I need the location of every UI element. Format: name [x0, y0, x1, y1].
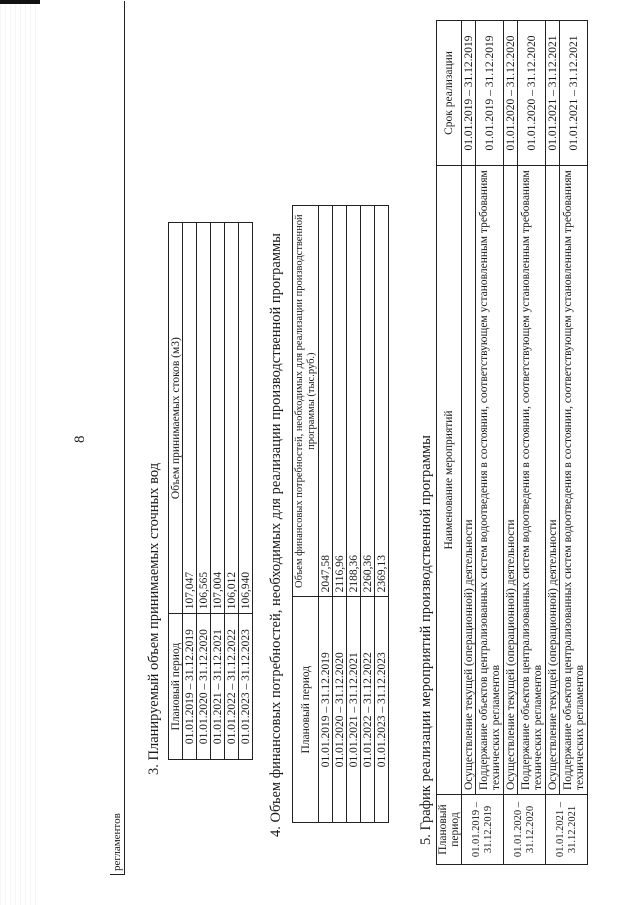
activity-cell: Осуществление текущей (операционной) деятельности [546, 165, 560, 794]
table-header-row [437, 21, 462, 865]
header-period: Плановый период [293, 597, 319, 823]
header-finance: Объем финансовых потребностей, необходимых для реализации производственной программы (тыс.руб.) [293, 206, 319, 597]
table-row [518, 21, 546, 865]
period-cell: 01.01.2020 – 31.12.2020 [197, 614, 211, 760]
value-cell: 2116,96 [333, 206, 347, 597]
value-cell: 2369,13 [375, 206, 389, 597]
activity-cell: Поддержание объектов централизованных систем водоотведения в состоянии, соответствующем установленным требованиям технических регламентов [560, 165, 588, 794]
period-cell: 01.01.2019 – 31.12.2019 [319, 597, 333, 823]
period-cell: 01.01.2019 – 31.12.2019 [183, 614, 197, 760]
section5-title: 5. График реализации мероприятий производственной программы [418, 435, 434, 845]
table-row [347, 206, 361, 823]
table-row [476, 21, 504, 865]
top-fragment-row [110, 1, 125, 875]
value-cell: 106,565 [197, 223, 211, 614]
period-cell: 01.01.2020 – 31.12.2020 [504, 795, 546, 865]
activity-cell: Поддержание объектов централизованных систем водоотведения в состоянии, соответствующем установленным требованиям технических регламентов [518, 165, 546, 794]
value-cell: 2260,36 [361, 206, 375, 597]
term-cell: 01.01.2019 – 31.12.2019 [476, 21, 504, 166]
header-period: Плановый период [437, 795, 462, 865]
table-row [197, 223, 211, 760]
table-row [560, 21, 588, 865]
section4-title: 4. Объем финансовых потребностей, необходимых для реализации производственной программы [268, 233, 284, 837]
value-cell: 107,047 [183, 223, 197, 614]
page-number: 8 [72, 435, 88, 443]
period-cell: 01.01.2023 – 31.12.2023 [239, 614, 253, 760]
header-activity: Наименование мероприятий [437, 165, 462, 794]
table-row [333, 206, 347, 823]
top-fragment-text: регламентов [111, 813, 123, 871]
period-cell: 01.01.2023 – 31.12.2023 [375, 597, 389, 823]
table-row [183, 223, 197, 760]
value-cell: 2047,58 [319, 206, 333, 597]
table-row [546, 21, 560, 865]
value-cell: 2188,36 [347, 206, 361, 597]
table-header-row [293, 206, 319, 823]
header-period: Плановый период [169, 614, 183, 760]
header-volume: Объем принимаемых стоков (м3) [169, 223, 183, 614]
section3-table [168, 222, 253, 760]
term-cell: 01.01.2021 – 31.12.2021 [546, 21, 560, 166]
term-cell: 01.01.2021 – 31.12.2021 [560, 21, 588, 166]
activity-cell: Осуществление текущей (операционной) деятельности [504, 165, 518, 794]
period-cell: 01.01.2019 – 31.12.2019 [462, 795, 504, 865]
table-row [375, 206, 389, 823]
period-cell: 01.01.2021 – 31.12.2021 [347, 597, 361, 823]
section3-title: 3. Планируемый объем принимаемых сточных вод [146, 462, 162, 775]
activity-cell: Поддержание объектов централизованных систем водоотведения в состоянии, соответствующем установленным требованиям технических регламентов [476, 165, 504, 794]
table-header-row [169, 223, 183, 760]
section5-table [436, 20, 588, 865]
table-row [504, 21, 518, 865]
period-cell: 01.01.2020 – 31.12.2020 [333, 597, 347, 823]
term-cell: 01.01.2019 – 31.12.2019 [462, 21, 476, 166]
period-cell: 01.01.2022 – 31.12.2022 [225, 614, 239, 760]
table-row [319, 206, 333, 823]
value-cell: 107,004 [211, 223, 225, 614]
section4-table [292, 205, 389, 823]
table-row [211, 223, 225, 760]
table-row [225, 223, 239, 760]
term-cell: 01.01.2020 – 31.12.2020 [504, 21, 518, 166]
activity-cell: Осуществление текущей (операционной) деятельности [462, 165, 476, 794]
header-term: Срок реализации [437, 21, 462, 166]
period-cell: 01.01.2021 – 31.12.2021 [546, 795, 588, 865]
table-row [462, 21, 476, 865]
term-cell: 01.01.2020 – 31.12.2020 [518, 21, 546, 166]
value-cell: 106,012 [225, 223, 239, 614]
table-row [239, 223, 253, 760]
value-cell: 106,940 [239, 223, 253, 614]
period-cell: 01.01.2021 – 31.12.2021 [211, 614, 225, 760]
table-row [361, 206, 375, 823]
period-cell: 01.01.2022 – 31.12.2022 [361, 597, 375, 823]
